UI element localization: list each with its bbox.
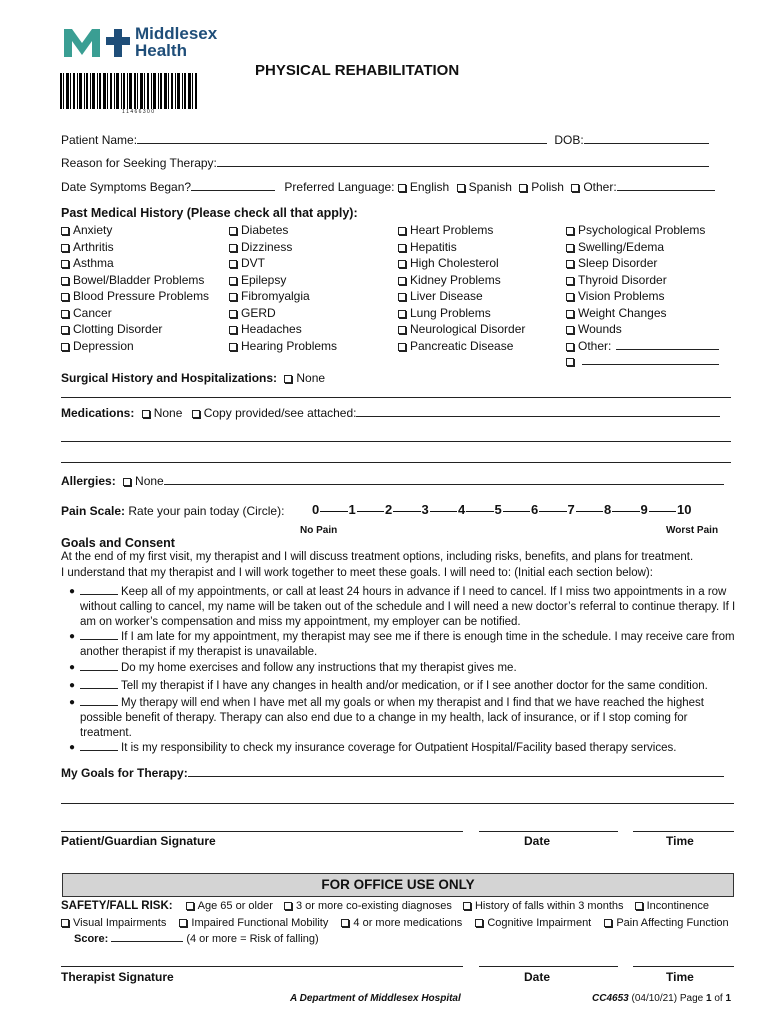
footer-dept: A Department of Middlesex Hospital: [290, 993, 461, 1004]
pmh-item[interactable]: Epilepsy: [229, 272, 337, 289]
checkbox-icon: [229, 227, 237, 235]
checkbox-icon: [229, 260, 237, 268]
patient-name-field[interactable]: [137, 133, 547, 144]
reason-label: Reason for Seeking Therapy:: [61, 156, 217, 170]
checkbox-icon: [61, 227, 69, 235]
initial-field[interactable]: [80, 741, 118, 751]
reason-row: [61, 156, 709, 170]
checkbox-icon: [61, 260, 69, 268]
checkbox-icon: [229, 310, 237, 318]
pmh-item[interactable]: Diabetes: [229, 222, 337, 239]
checkbox-icon: [229, 244, 237, 252]
medications-row: [61, 406, 720, 420]
checkbox-icon: [566, 227, 574, 235]
lang-polish[interactable]: Polish: [519, 180, 564, 194]
initial-field[interactable]: [80, 630, 118, 640]
lang-english[interactable]: English: [398, 180, 449, 194]
barcode-text: 1 1 4 6 6 3 0 0: [122, 109, 154, 115]
checkbox-icon: [398, 184, 406, 192]
pmh-item[interactable]: Dizziness: [229, 239, 337, 256]
pmh-item[interactable]: DVT: [229, 255, 337, 272]
pmh-col3: [398, 222, 525, 354]
initial-field[interactable]: [80, 696, 118, 706]
pmh-item[interactable]: Blood Pressure Problems: [61, 288, 209, 305]
pain-row: [61, 504, 284, 518]
score-note: (4 or more = Risk of falling): [186, 933, 319, 945]
pain-value-2[interactable]: 2: [385, 502, 393, 517]
checkbox-icon: [519, 184, 527, 192]
initial-field[interactable]: [80, 679, 118, 689]
pain-value-5[interactable]: 5: [494, 502, 502, 517]
pain-scale[interactable]: [311, 502, 691, 518]
symptoms-label: Date Symptoms Began?: [61, 180, 192, 194]
risk-medications[interactable]: 4 or more medications: [341, 917, 462, 929]
allergies-none[interactable]: None: [123, 474, 164, 488]
risk-age[interactable]: Age 65 or older: [186, 900, 273, 912]
logo-mark-icon: [62, 25, 134, 59]
goal-item-5: My therapy will end when I have met all my goals or when my therapist and I find that we have reached the highest possible benefit of therapy. Therapy can also end due to a change in my health, lack of insurance, or if I stop coming for treatment.: [80, 697, 704, 739]
checkbox-icon: [61, 310, 69, 318]
my-goals-line-2[interactable]: [61, 803, 734, 804]
pmh-item[interactable]: Anxiety: [61, 222, 209, 239]
goals-intro1: At the end of my first visit, my therapist and I will discuss treatment options, including risks, benefits, and plans for treatment.: [61, 551, 694, 563]
allergies-field[interactable]: [164, 474, 724, 485]
pmh-item[interactable]: Pancreatic Disease: [398, 338, 525, 355]
checkbox-icon: [186, 902, 194, 910]
checkbox-icon: [192, 410, 200, 418]
checkbox-icon: [61, 244, 69, 252]
risk-falls[interactable]: History of falls within 3 months: [463, 900, 624, 912]
therapist-signature-label: Therapist Signature: [61, 970, 174, 984]
pmh-other-field[interactable]: [616, 339, 719, 350]
bullet-icon: ●: [69, 662, 76, 673]
risk-diagnoses[interactable]: 3 or more co-existing diagnoses: [284, 900, 452, 912]
dob-label: DOB:: [554, 133, 584, 147]
checkbox-icon: [229, 277, 237, 285]
pmh-item[interactable]: Kidney Problems: [398, 272, 525, 289]
pmh-col2: [229, 222, 337, 354]
allergies-row: [61, 474, 724, 488]
goal-item-2: If I am late for my appointment, my therapist may see me if there is enough time in the schedule. I may receive care from another therapist if my therapist is unavailable.: [80, 631, 735, 658]
med-copy[interactable]: Copy provided/see attached:: [192, 406, 357, 420]
risk-pain[interactable]: Pain Affecting Function: [604, 917, 728, 929]
pmh-item[interactable]: Wounds: [566, 321, 705, 338]
risk-cognitive[interactable]: Cognitive Impairment: [475, 917, 591, 929]
bullet-icon: ●: [69, 742, 76, 753]
checkbox-icon: [398, 293, 406, 301]
patient-name-row: [61, 133, 709, 147]
middlesex-health-logo: [62, 25, 232, 59]
pmh-item[interactable]: Hepatitis: [398, 239, 525, 256]
checkbox-icon: [123, 478, 131, 486]
checkbox-icon: [61, 326, 69, 334]
goals-intro2: I understand that my therapist and I will work together to meet these goals. I will need to: (Initial each section below):: [61, 567, 653, 579]
med-line-2[interactable]: [61, 462, 731, 463]
pmh-item[interactable]: Asthma: [61, 255, 209, 272]
brand-line1: Middlesex: [135, 24, 218, 43]
checkbox-icon: [566, 293, 574, 301]
reason-field[interactable]: [217, 156, 709, 167]
pmh-item[interactable]: Clotting Disorder: [61, 321, 209, 338]
page-title: PHYSICAL REHABILITATION: [255, 62, 460, 79]
surgical-row: [61, 371, 325, 385]
checkbox-icon: [284, 375, 292, 383]
pain-value-9[interactable]: 9: [640, 502, 648, 517]
pmh-item[interactable]: Depression: [61, 338, 209, 355]
goal-item-6: It is my responsibility to check my insurance coverage for Outpatient Hospital/Facility based therapy services.: [80, 741, 740, 756]
surgical-none[interactable]: None: [284, 371, 325, 385]
my-goals-field[interactable]: [188, 766, 724, 777]
pain-text: Rate your pain today (Circle):: [128, 504, 285, 518]
therapist-date-label: Date: [524, 970, 551, 984]
barcode-icon: [60, 73, 198, 113]
pain-low-label: No Pain: [300, 525, 338, 536]
pmh-item[interactable]: Psychological Problems: [566, 222, 705, 239]
medications-label: Medications:: [61, 406, 135, 420]
risk-visual[interactable]: Visual Impairments: [61, 917, 166, 929]
pain-label: Pain Scale:: [61, 504, 126, 518]
pain-value-0[interactable]: 0: [312, 502, 320, 517]
checkbox-icon: [398, 244, 406, 252]
checkbox-icon: [398, 260, 406, 268]
barcode: [60, 73, 198, 113]
checkbox-icon: [604, 919, 612, 927]
pain-value-10[interactable]: 10: [677, 502, 692, 517]
checkbox-icon: [61, 277, 69, 285]
initial-field[interactable]: [80, 585, 118, 595]
symptoms-row: [61, 180, 715, 194]
pmh-item[interactable]: Hearing Problems: [229, 338, 337, 355]
therapist-signature-line[interactable]: [61, 966, 463, 967]
checkbox-icon: [398, 343, 406, 351]
checkbox-icon: [398, 310, 406, 318]
pmh-item[interactable]: Fibromyalgia: [229, 288, 337, 305]
checkbox-icon: [398, 326, 406, 334]
surgical-line[interactable]: [61, 397, 731, 398]
safety-row-2: [61, 917, 729, 929]
bullet-icon: ●: [69, 631, 76, 642]
patient-time-label: Time: [666, 834, 694, 848]
patient-name-label: Patient Name:: [61, 133, 138, 147]
pmh-extra-item[interactable]: [566, 354, 719, 368]
pain-high-label: Worst Pain: [666, 525, 719, 536]
checkbox-icon: [179, 919, 187, 927]
goals-title: Goals and Consent: [61, 536, 175, 550]
checkbox-icon: [142, 410, 150, 418]
pmh-item[interactable]: Liver Disease: [398, 288, 525, 305]
therapist-date-line[interactable]: [479, 966, 618, 967]
checkbox-icon: [229, 326, 237, 334]
goal-item-1: Keep all of my appointments, or call at least 24 hours in advance if I need to cancel. If I miss two appointments in a row without calling to cancel, my name will be taken out of the schedule and I will need a new doctor’s referral to continue therapy. If I am on worker’s compensation and miss my appointment, my employer can be notified.: [80, 586, 736, 628]
pain-value-8[interactable]: 8: [604, 502, 612, 517]
pmh-item[interactable]: High Cholesterol: [398, 255, 525, 272]
goal-item-4: Tell my therapist if I have any changes in health and/or medication, or if I see another doctor for the same condition.: [80, 679, 740, 694]
risk-mobility[interactable]: Impaired Functional Mobility: [179, 917, 328, 929]
symptoms-field[interactable]: [191, 180, 275, 191]
bullet-icon: ●: [69, 697, 76, 708]
pmh-item[interactable]: Sleep Disorder: [566, 255, 705, 272]
checkbox-icon: [566, 326, 574, 334]
therapist-time-line[interactable]: [633, 966, 734, 967]
pain-value-1[interactable]: 1: [348, 502, 356, 517]
patient-date-line[interactable]: [479, 831, 618, 832]
brand-line2: Health: [135, 41, 187, 60]
patient-signature-label: Patient/Guardian Signature: [61, 834, 216, 848]
pain-value-4[interactable]: 4: [458, 502, 466, 517]
risk-incontinence[interactable]: Incontinence: [635, 900, 709, 912]
checkbox-icon: [566, 358, 574, 366]
therapist-time-label: Time: [666, 970, 694, 984]
checkbox-icon: [566, 277, 574, 285]
surgical-label: Surgical History and Hospitalizations:: [61, 371, 278, 385]
pain-value-3[interactable]: 3: [421, 502, 429, 517]
checkbox-icon: [398, 277, 406, 285]
pmh-item[interactable]: Other:: [566, 338, 705, 355]
allergies-label: Allergies:: [61, 474, 116, 488]
checkbox-icon: [463, 902, 471, 910]
my-goals-label: My Goals for Therapy:: [61, 766, 188, 780]
pmh-item[interactable]: Cancer: [61, 305, 209, 322]
checkbox-icon: [61, 293, 69, 301]
pmh-item[interactable]: Weight Changes: [566, 305, 705, 322]
pmh-col1: [61, 222, 209, 354]
language-label: Preferred Language:: [284, 180, 395, 194]
safety-label: SAFETY/FALL RISK:: [61, 900, 173, 912]
patient-date-label: Date: [524, 834, 551, 848]
checkbox-icon: [61, 919, 69, 927]
pmh-col4: [566, 222, 705, 354]
checkbox-icon: [566, 260, 574, 268]
med-none[interactable]: None: [142, 406, 183, 420]
pmh-item[interactable]: Lung Problems: [398, 305, 525, 322]
my-goals-row: [61, 766, 724, 780]
checkbox-icon: [635, 902, 643, 910]
checkbox-icon: [341, 919, 349, 927]
pmh-item[interactable]: Bowel/Bladder Problems: [61, 272, 209, 289]
pmh-item[interactable]: Arthritis: [61, 239, 209, 256]
checkbox-icon: [229, 293, 237, 301]
bullet-icon: ●: [69, 680, 76, 691]
lang-other-field[interactable]: [617, 180, 715, 191]
pmh-item[interactable]: Thyroid Disorder: [566, 272, 705, 289]
checkbox-icon: [457, 184, 465, 192]
checkbox-icon: [398, 227, 406, 235]
checkbox-icon: [475, 919, 483, 927]
checkbox-icon: [566, 310, 574, 318]
pmh-item[interactable]: Neurological Disorder: [398, 321, 525, 338]
pain-value-7[interactable]: 7: [567, 502, 575, 517]
lang-other[interactable]: Other:: [571, 180, 616, 194]
office-use-banner: FOR OFFICE USE ONLY: [62, 873, 734, 897]
pmh-item[interactable]: Vision Problems: [566, 288, 705, 305]
initial-field[interactable]: [80, 661, 118, 671]
checkbox-icon: [61, 343, 69, 351]
pmh-item[interactable]: GERD: [229, 305, 337, 322]
pmh-title: Past Medical History (Please check all that apply):: [61, 206, 358, 220]
score-row: [74, 932, 319, 945]
safety-row-1: [61, 900, 709, 912]
score-label: Score:: [74, 933, 109, 945]
checkbox-icon: [284, 902, 292, 910]
goal-item-3: Do my home exercises and follow any instructions that my therapist gives me.: [80, 661, 740, 676]
checkbox-icon: [229, 343, 237, 351]
pmh-item[interactable]: Headaches: [229, 321, 337, 338]
pain-value-6[interactable]: 6: [531, 502, 539, 517]
footer-code: CC4653 (04/10/21) Page 1 of 1: [592, 993, 732, 1004]
pmh-item[interactable]: Heart Problems: [398, 222, 525, 239]
dob-field[interactable]: [584, 133, 709, 144]
bullet-icon: ●: [69, 586, 76, 597]
patient-time-line[interactable]: [633, 831, 734, 832]
pmh-item[interactable]: Swelling/Edema: [566, 239, 705, 256]
med-copy-field[interactable]: [356, 406, 720, 417]
checkbox-icon: [566, 244, 574, 252]
checkbox-icon: [571, 184, 579, 192]
patient-signature-line[interactable]: [61, 831, 463, 832]
med-line-1[interactable]: [61, 441, 731, 442]
score-field[interactable]: [111, 932, 183, 942]
checkbox-icon: [566, 343, 574, 351]
lang-spanish[interactable]: Spanish: [457, 180, 512, 194]
